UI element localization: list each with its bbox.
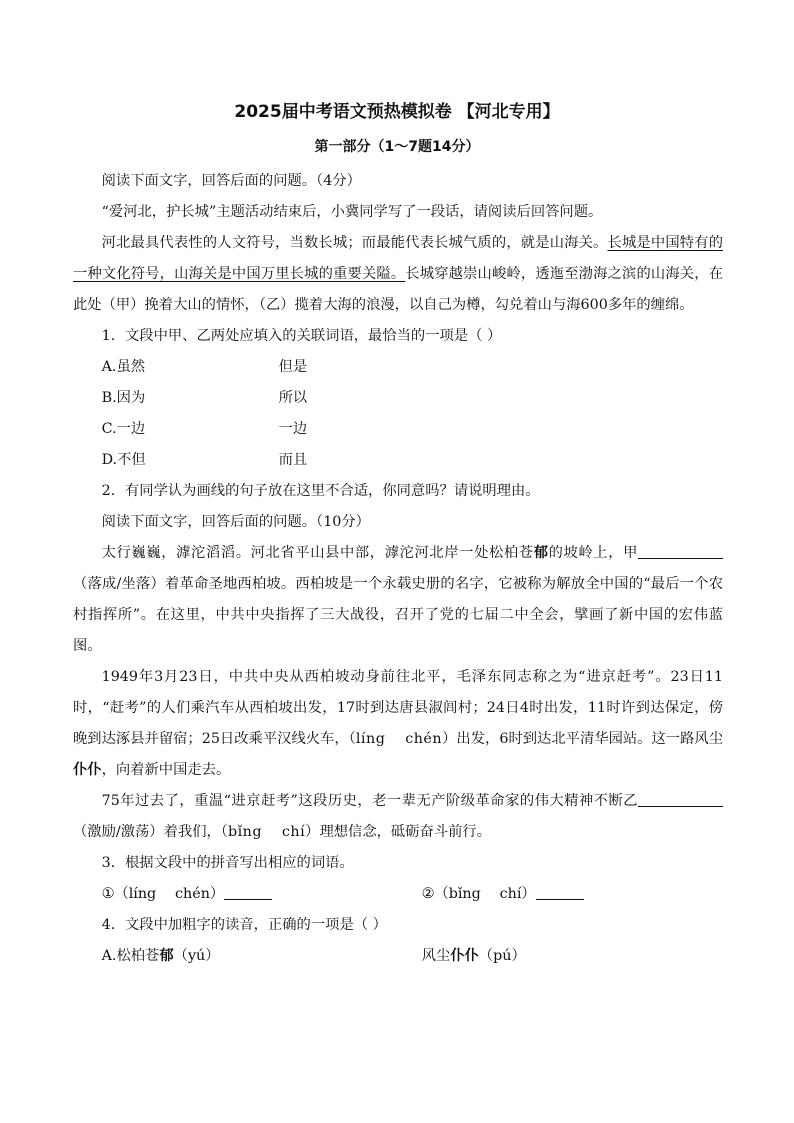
- text-run: （pú）: [478, 948, 526, 964]
- question-4: 4．文段中加粗字的读音，正确的一项是（ ）: [101, 917, 387, 933]
- q3-right-label: ②（bǐng chí）: [421, 886, 536, 902]
- option-d-first: D.不但: [101, 452, 146, 468]
- text-run: 太行巍巍，滹沱滔滔。河北省平山县中部，滹沱河北岸一处松柏苍: [101, 545, 534, 561]
- text-run: 风尘: [421, 948, 451, 964]
- text-run: ）出发，6时到达北平清华园站。这一路风尘: [442, 731, 724, 747]
- blank-jia[interactable]: [638, 544, 723, 559]
- option-a-first: A.虽然: [101, 359, 146, 375]
- option-c: [73, 414, 723, 445]
- q3-right: [422, 879, 584, 910]
- option-a-second: 但是: [278, 359, 308, 375]
- text-run: ）理想信念，砥砺奋斗前行。: [305, 824, 492, 840]
- section-subtitle: 第一部分（1～7题14分）: [314, 139, 480, 155]
- text-run: （落成/坐落）着革命圣地西柏坡。西柏坡是一个永载史册的名字，它被称为解放全中国的“最后一个农村指挥所”。在这里，中共中央指挥了三大战役，召开了党的七届二中全会，擘画了新中国的宏伟蓝图。: [73, 576, 723, 654]
- question-2: 2．有同学认为画线的句子放在这里不合适，你同意吗？请说明理由。: [101, 483, 540, 499]
- question-3-blanks: [73, 879, 723, 910]
- bold-char: 郁: [159, 948, 174, 964]
- option-b-first: B.因为: [101, 390, 146, 406]
- blank-yi[interactable]: [638, 792, 723, 807]
- text-run: 75年过去了，重温“进京赶考”这段历史，老一辈无产阶级革命家的伟大精神不断乙: [101, 793, 638, 809]
- option-a: [73, 352, 723, 383]
- q4-a-left: [102, 941, 422, 972]
- page-title: 2025届中考语文预热模拟卷 【河北专用】: [234, 102, 560, 122]
- section1-lead: “爱河北，护长城”主题活动结束后，小冀同学写了一段话，请阅读后回答问题。: [101, 204, 603, 220]
- underlined-sentence: 长城是中国特有的一种文化符号，山海关是中国万里长城的重要关隘。: [73, 235, 723, 282]
- text-run: 的坡岭上，甲: [548, 545, 639, 561]
- section2-paragraph-1: [73, 538, 723, 662]
- q3-left-blank[interactable]: [224, 885, 272, 900]
- text-run: A.松柏苍: [101, 948, 160, 964]
- q3-left: [102, 879, 422, 910]
- section1-passage: [73, 228, 723, 321]
- text-run: （yú）: [173, 948, 220, 964]
- section1-intro: 阅读下面文字，回答后面的问题。（4分）: [101, 173, 361, 189]
- question-4-option-a: [73, 941, 723, 972]
- bold-char-pupu: 仆仆: [73, 762, 102, 778]
- option-b-second: 所以: [278, 390, 308, 406]
- text-run: 1949年3月23日，中共中央从西柏坡动身前往北平，毛泽东同志称之为“进京赶考”。23日11时，“赶考”的人们乘汽车从西柏坡出发，17时到达唐县淑闾村；24日4时出发，11时许到达保定，傍晚到达涿县并留宿；25日改乘平汉线火车，（: [73, 669, 723, 747]
- question-3: 3．根据文段中的拼音写出相应的词语。: [101, 855, 354, 871]
- q4-a-right: [422, 941, 526, 972]
- option-d-second: 而且: [278, 452, 308, 468]
- pinyin-ling-chen: líng chén: [355, 731, 443, 747]
- q3-left-label: ①（líng chén）: [101, 886, 225, 902]
- text-run: （激励/激荡）着我们，（: [73, 824, 228, 840]
- option-c-first: C.一边: [101, 421, 146, 437]
- section2-paragraph-2: [73, 662, 723, 786]
- passage-start: 河北最具代表性的人文符号，当数长城；而最能代表长城气质的，就是山海关。: [101, 235, 608, 251]
- content: [73, 166, 723, 972]
- option-b: [73, 383, 723, 414]
- text-run: ，向着新中国走去。: [101, 762, 231, 778]
- option-c-second: 一边: [278, 421, 308, 437]
- section2-intro: 阅读下面文字，回答后面的问题。（10分）: [101, 514, 370, 530]
- passage-end: 长城穿越崇山峻岭，透迤至渤海之滨的山海关，在此处（甲）挽着大山的情怀，（乙）揽着大海的浪漫，以自己为樽，勾兑着山与海600多年的缠绵。: [73, 266, 723, 313]
- section2-paragraph-3: [73, 786, 723, 848]
- bold-char-yu: 郁: [533, 545, 549, 561]
- q3-right-blank[interactable]: [536, 885, 584, 900]
- bold-char: 仆仆: [450, 948, 479, 964]
- option-d: [73, 445, 723, 476]
- pinyin-bing-chi: bǐng chí: [227, 824, 306, 840]
- question-1: 1．文段中甲、乙两处应填入的关联词语，最恰当的一项是（ ）: [101, 328, 502, 344]
